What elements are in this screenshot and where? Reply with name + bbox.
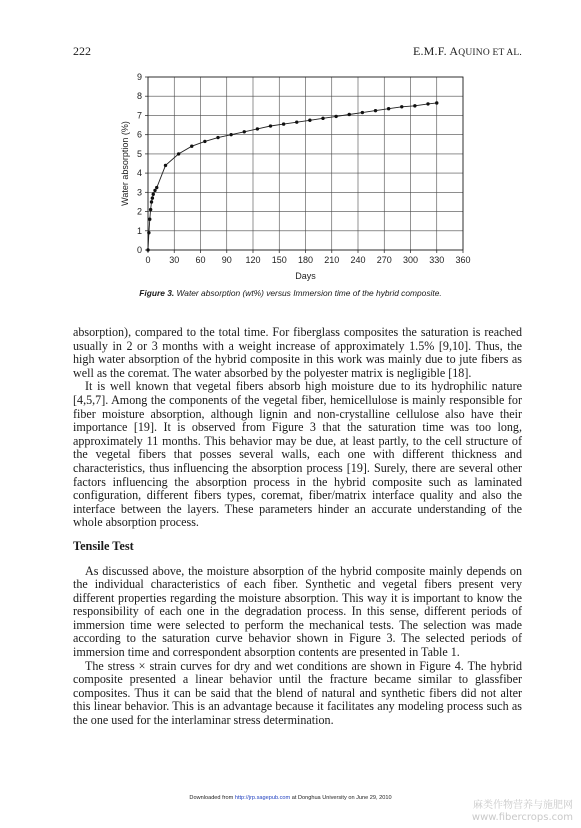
- data-point: [147, 231, 150, 234]
- x-tick-label: 240: [350, 255, 366, 265]
- x-tick-label: 30: [169, 255, 180, 265]
- data-point: [155, 186, 158, 189]
- y-tick-label: 1: [136, 225, 142, 236]
- y-axis-label: Water absorption (%): [120, 121, 130, 206]
- y-tick-label: 3: [136, 187, 142, 198]
- data-point: [400, 105, 403, 108]
- y-tick-label: 9: [136, 72, 142, 82]
- x-tick-label: 270: [376, 255, 392, 265]
- series-line: [148, 103, 437, 250]
- data-point: [374, 109, 377, 112]
- x-tick-label: 300: [402, 255, 419, 265]
- y-tick-label: 8: [136, 91, 142, 102]
- data-point: [361, 111, 364, 114]
- data-point: [190, 145, 193, 148]
- page-number: 222: [73, 44, 91, 58]
- paragraph-2: It is well known that vegetal fibers absorb high moisture due to its hydrophilic nature [4,5,7]. Among the components of the vegetal fiber, hemicellulose is mainly responsible for fiber moisture absorption, although lignin and non-crystalline cellulose also have their importance [19]. It is observed from Figure 3 that the saturation time was too long, approximately 11 months. This behavior may be due, at least partly, to the cell structure of the vegetal fibers that posses several walls, each one with different thickness and characteristics, thus influencing the absorption process [19]. Surely, there are several other factors influencing the absorption process in the hybrid composite such as laminated configuration, different fibers types, coremat, fiber/matrix interface quality and also the interface between the layers. These parameters hinder an accurate understanding of the whole absorption process.: [73, 379, 522, 530]
- figure-caption-text: Water absorption (wt%) versus Immersion time of the hybrid composite.: [176, 288, 442, 298]
- data-point: [203, 140, 206, 143]
- body-text: [73, 326, 522, 728]
- data-point: [153, 189, 156, 192]
- y-tick-label: 5: [136, 148, 142, 159]
- data-point: [146, 248, 149, 251]
- y-tick-label: 6: [136, 129, 142, 140]
- data-point: [426, 102, 429, 105]
- x-tick-label: 120: [245, 255, 261, 265]
- data-point: [177, 152, 180, 155]
- x-tick-label: 210: [324, 255, 340, 265]
- data-point: [282, 122, 285, 125]
- paragraph-1: absorption), compared to the total time. For fiberglass composites the saturation is reached usually in 2 or 3 months with a weight increase of approximately 1.5% [9,10]. Thus, the high water absorption of the hybrid composite in this work was mainly due to jute fibers as well as the coremat. The water absorbed by the polyester matrix is negligible [18].: [73, 325, 522, 380]
- paragraph-4: The stress × strain curves for dry and wet conditions are shown in Figure 4. The hybrid composite presented a linear behavior until the fracture became similar to glassfiber composites. Thus it can be said that the blend of natural and synthetic fibers did not alter this linear behavior. This is an advantage because it facilitates any modeling process such as the one used for the interlaminar stress determination.: [73, 658, 522, 728]
- running-head-authors: E.M.F. AQUINO ET AL.: [412, 44, 522, 58]
- data-point: [334, 115, 337, 118]
- x-tick-label: 330: [429, 255, 445, 265]
- data-point: [308, 119, 311, 122]
- data-point: [435, 101, 438, 104]
- source-link[interactable]: http://jrp.sagepub.com: [234, 795, 291, 801]
- data-point: [256, 127, 259, 130]
- data-point: [164, 164, 167, 167]
- download-footer: Downloaded from http://jrp.sagepub.com at Donghua University on June 29, 2010: [189, 795, 392, 801]
- figure-label: Figure 3.: [139, 288, 175, 298]
- data-point: [216, 136, 219, 139]
- data-point: [321, 117, 324, 120]
- x-tick-label: 0: [145, 255, 151, 265]
- x-tick-label: 60: [195, 255, 206, 265]
- data-point: [152, 193, 155, 196]
- data-point: [413, 104, 416, 107]
- data-point: [151, 196, 154, 199]
- x-tick-label: 150: [271, 255, 287, 265]
- figure-caption: [60, 288, 521, 298]
- data-point: [149, 208, 152, 211]
- data-point: [229, 133, 232, 136]
- section-heading-tensile-test: Tensile Test: [73, 538, 134, 553]
- y-tick-label: 7: [136, 110, 142, 121]
- data-point: [295, 120, 298, 123]
- data-point: [348, 113, 351, 116]
- data-point: [243, 130, 246, 133]
- x-tick-label: 90: [221, 255, 232, 265]
- data-point: [148, 218, 151, 221]
- data-point: [269, 124, 272, 127]
- running-header: [73, 44, 522, 62]
- y-tick-label: 4: [136, 168, 142, 179]
- x-tick-label: 360: [455, 255, 471, 265]
- y-tick-label: 2: [136, 206, 142, 217]
- data-point: [150, 200, 153, 203]
- watermark: 麻类作物营养与施肥网 www.fibercrops.com: [471, 800, 573, 823]
- y-tick-label: 0: [136, 245, 142, 255]
- paragraph-3: As discussed above, the moisture absorption of the hybrid composite mainly depends on the individual characteristics of each fiber. Synthetic and vegetal fibers present very different properties regarding the moisture absorption. This way it is important to know the responsibility of each one in the degradation process. In this sense, different periods of immersion time were selected to perform the mechanical tests. The selection was made according to the saturation curve behavior shown in Figure 3. The selected periods of immersion time and correspondent absorption contents are presented in Table 1.: [73, 563, 522, 660]
- x-axis-label: Days: [295, 271, 316, 281]
- water-absorption-chart: [100, 64, 480, 286]
- x-tick-label: 180: [297, 255, 314, 265]
- data-point: [387, 107, 390, 110]
